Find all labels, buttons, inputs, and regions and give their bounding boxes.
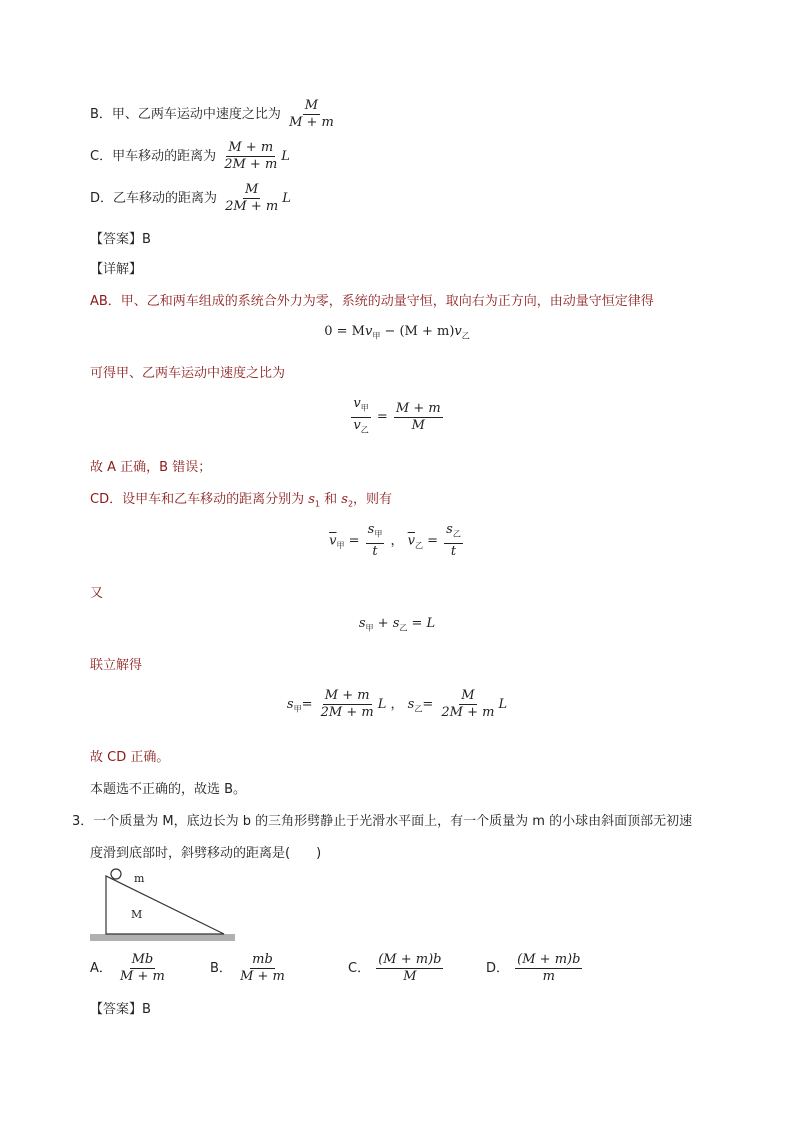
wedge-shape [106, 876, 224, 934]
equation-sum: $s_甲 + s_乙 = L$ [358, 616, 436, 633]
explanation-p8: 本题选不正确的，故选 B。 [90, 782, 247, 797]
ground-surface [90, 934, 235, 941]
equation-average-velocity: $\overline{v}_甲$ = $\frac{s_甲}{t}$ ， $\overline{v}_乙$ = $\frac{s_乙}{t}$ [329, 522, 461, 559]
equation-momentum: $0 = Mv_甲 - (M + m)v_乙$ [324, 324, 470, 341]
option-d-prev: D．乙车移动的距离为 $\frac{M}{2M + m}$ L [90, 182, 291, 214]
option-a[interactable]: A． $\frac{Mb}{M + m}$ [90, 952, 165, 984]
equation-solution: $s_甲=$ $\frac{M + m}{2M + m}$ L ， $s_乙=$ $\frac{M}{2M + m}$ L [286, 688, 508, 720]
explanation-p1: AB．甲、乙和两车组成的系统合外力为零，系统的动量守恒，取向右为正方向，由动量守恒定律得 [90, 294, 654, 309]
ball-label: m [134, 872, 145, 885]
explanation-p4: CD．设甲车和乙车移动的距离分别为 $s_1$ 和 $s_2$，则有 [90, 492, 393, 509]
explanation-p5: 又 [90, 586, 104, 601]
option-b-prev: B．甲、乙两车运动中速度之比为 $\frac{M}{M + m}$ [90, 98, 334, 130]
fraction: $\frac{M + m}{2M + m}$ [224, 140, 278, 172]
question-3-line2: 度滑到底部时，斜劈移动的距离是( ) [90, 846, 322, 861]
explanation-p6: 联立解得 [90, 658, 143, 673]
equation-ratio: $\frac{v_甲}{v_乙}$ = $\frac{M + m}{M}$ [353, 396, 441, 435]
explanation-p7: 故 CD 正确。 [90, 750, 170, 765]
option-b[interactable]: B． $\frac{mb}{M + m}$ [210, 952, 285, 984]
explain-title: 【详解】 [90, 262, 143, 277]
option-c-prev: C．甲车移动的距离为 $\frac{M + m}{2M + m}$ L [90, 140, 290, 172]
option-d[interactable]: D． $\frac{(M + m)b}{m}$ [486, 952, 581, 984]
answer-label: 【答案】B [90, 232, 151, 247]
ball-shape [111, 869, 121, 879]
question-3-line1: 3．一个质量为 M，底边长为 b 的三角形劈静止于光滑水平面上，有一个质量为 m 的小球由斜面顶部无初速 [72, 814, 693, 829]
explanation-p3: 故 A 正确，B 错误； [90, 460, 212, 475]
wedge-diagram [88, 864, 238, 944]
fraction: $\frac{M}{2M + m}$ [225, 182, 279, 214]
option-c[interactable]: C． $\frac{(M + m)b}{M}$ [348, 952, 442, 984]
fraction: $\frac{M}{M + m}$ [289, 98, 334, 130]
explanation-p2: 可得甲、乙两车运动中速度之比为 [90, 366, 286, 381]
answer-3-label: 【答案】B [90, 1002, 151, 1017]
wedge-label: M [131, 908, 143, 921]
